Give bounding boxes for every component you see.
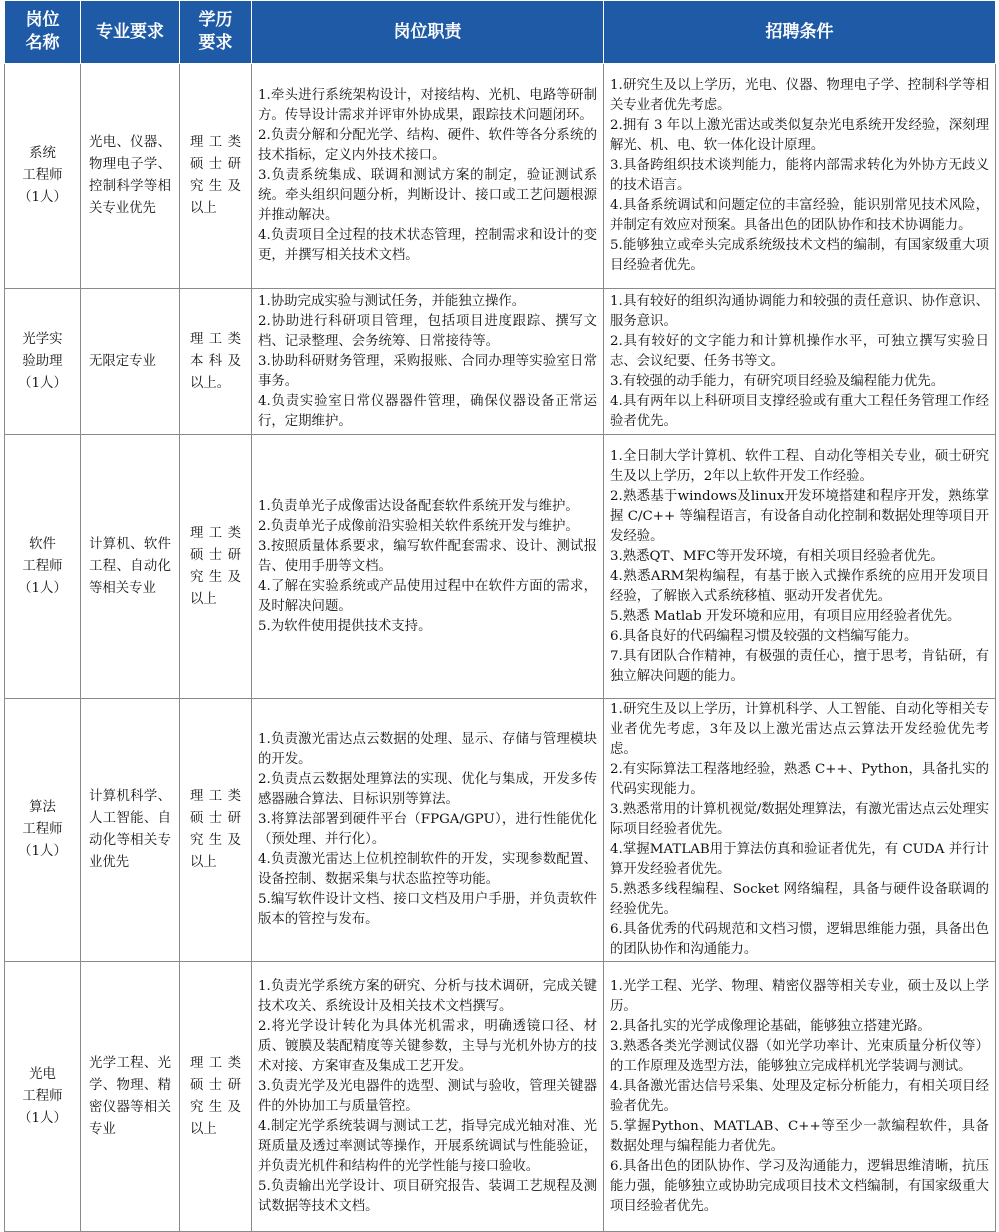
duty-item: 3.负责系统集成、联调和测试方案的制定，验证测试系统。牵头组织问题分析，判断设计、接口或工艺问题根源并推动解决。 (258, 168, 597, 223)
table-row (5, 435, 996, 699)
header-duties: 岗位职责 (252, 1, 604, 64)
requirement-item: 3.熟悉常用的计算机视觉/数据处理算法，有激光雷达点云处理实际项目经验者优先。 (610, 802, 989, 837)
requirement-item: 3.熟悉各类光学测试仪器（如光学功率计、光束质量分析仪等）的工作原理及选型方法，能够独立完成样机光学装调与测试。 (610, 1038, 989, 1074)
position-name-cell (5, 435, 81, 699)
requirement-item: 1.光学工程、光学、物理、精密仪器等相关专业，硕士及以上学历。 (610, 978, 989, 1014)
position-name-cell (5, 289, 81, 435)
requirement-item: 2.具备扎实的光学成像理论基础，能够独立搭建光路。 (610, 1018, 931, 1034)
requirements-cell (604, 289, 996, 435)
duty-item: 1.负责光学系统方案的研究、分析与技术调研，完成关键技术攻关、系统设计及相关技术文档撰写。 (258, 978, 597, 1014)
requirement-item: 5.熟悉多线程编程、Socket 网络编程，具备与硬件设备联调的经验优先。 (610, 882, 989, 917)
duties-cell (252, 289, 604, 435)
requirement-item: 1.研究生及以上学历，光电、仪器、物理电子学、控制科学等相关专业者优先考虑。 (610, 78, 989, 113)
major-cell: 无限定专业 (81, 289, 180, 435)
duties-cell (252, 435, 604, 699)
position-name-line: 软件 (29, 536, 56, 552)
position-name-line: 系统 (29, 146, 56, 161)
position-name-line: （1人） (18, 580, 67, 596)
requirement-item: 4.具备激光雷达信号采集、处理及定标分析能力，有相关项目经验者优先。 (610, 1078, 989, 1114)
header-position-name-line: 名称 (25, 33, 60, 53)
duty-item: 5.为软件使用提供技术支持。 (258, 618, 432, 634)
position-name-line: （1人） (18, 375, 67, 391)
duty-item: 1.负责激光雷达点云数据的处理、显示、存储与管理模块的开发。 (258, 732, 597, 767)
duty-item: 3.负责光学及光电器件的选型、测试与验收，管理关键器件的外协加工与质量管控。 (258, 1078, 597, 1114)
header-education (180, 1, 252, 64)
position-name-line: 算法 (29, 800, 56, 815)
education-cell: 理工类本科及以上。 (180, 289, 252, 435)
duty-item: 5.编写软件设计文档、接口文档及用户手册，并负责软件版本的管控与发布。 (258, 892, 597, 927)
requirement-item: 3.熟悉QT、MFC等开发环境，有相关项目经验者优先。 (610, 548, 944, 564)
requirement-item: 1.全日制大学计算机、软件工程、自动化等相关专业，硕士研究生及以上学历，2年以上软件开发工作经验。 (610, 448, 989, 484)
requirement-item: 4.掌握MATLAB用于算法仿真和验证者优先，有 CUDA 并行计算开发经验者优先。 (610, 842, 989, 877)
header-education-line: 要求 (198, 33, 233, 53)
duty-item: 1.协助完成实验与测试任务，并能独立操作。 (258, 293, 526, 309)
header-education-line: 学历 (198, 10, 233, 30)
requirement-item: 6.具备良好的代码编程习惯及较强的文档编写能力。 (610, 628, 918, 644)
requirements-cell (604, 962, 996, 1232)
requirement-item: 1.研究生及以上学历，计算机科学、人工智能、自动化等相关专业者优先考虑，3年及以上激光雷达点云算法开发经验优先考虑。 (610, 702, 989, 757)
requirement-item: 4.具备系统调试和问题定位的丰富经验，能识别常见技术风险，并制定有效应对预案。具备出色的团队协作和技术协调能力。 (610, 198, 989, 233)
requirement-item: 2.有实际算法工程落地经验，熟悉 C++、Python，具备扎实的代码实现能力。 (610, 762, 989, 797)
duty-item: 2.将光学设计转化为具体光机需求，明确透镜口径、材质、镀膜及装配精度等关键参数，主导与光机外协方的技术对接、方案审查及集成工艺开发。 (258, 1018, 597, 1074)
duty-item: 1.牵头进行系统架构设计，对接结构、光机、电路等研制方。传导设计需求并评审外协成果，跟踪技术问题闭环。 (258, 88, 597, 123)
recruitment-table (4, 0, 996, 1232)
position-name-line: （1人） (18, 844, 67, 859)
duty-item: 2.负责分解和分配光学、结构、硬件、软件等各分系统的技术指标，定义内外技术接口。 (258, 128, 597, 163)
duty-item: 4.负责项目全过程的技术状态管理，控制需求和设计的变更，并撰写相关技术文档。 (258, 228, 597, 263)
education-cell: 理工类硕士研究生及以上 (180, 64, 252, 289)
requirement-item: 6.具备出色的团队协作、学习及沟通能力，逻辑思维清晰，抗压能力强，能够独立或协助完成项目技术文档编制，有国家级重大项目经验者优先。 (610, 1158, 989, 1214)
requirement-item: 2.拥有 3 年以上激光雷达或类似复杂光电系统开发经验，深刻理解光、机、电、软一体化设计原理。 (610, 118, 989, 153)
table-row (5, 699, 996, 962)
duty-item: 2.负责单光子成像前沿实验相关软件系统开发与维护。 (258, 518, 579, 534)
duty-item: 4.了解在实验系统或产品使用过程中在软件方面的需求，及时解决问题。 (258, 578, 597, 614)
major-cell: 计算机科学、人工智能、自动化等相关专业优先 (81, 699, 180, 962)
position-name-cell (5, 962, 81, 1232)
duty-item: 2.负责点云数据处理算法的实现、优化与集成，开发多传感器融合算法、目标识别等算法。 (258, 772, 597, 807)
requirement-item: 5.能够独立或牵头完成系统级技术文档的编制，有国家级重大项目经验者优先。 (610, 238, 989, 273)
duties-cell (252, 699, 604, 962)
position-name-line: 光电 (29, 1066, 56, 1082)
duty-item: 3.按照质量体系要求，编写软件配套需求、设计、测试报告、使用手册等文档。 (258, 538, 597, 574)
position-name-line: （1人） (18, 190, 67, 205)
requirements-cell (604, 64, 996, 289)
requirement-item: 2.熟悉基于windows及linux开发环境搭建和程序开发，熟练掌握 C/C++ 等编程语言，有设备自动化控制和数据处理等项目开发经验。 (610, 488, 989, 544)
header-requirements: 招聘条件 (604, 1, 996, 64)
major-cell: 计算机、软件工程、自动化等相关专业 (81, 435, 180, 699)
table-row (5, 64, 996, 289)
requirement-item: 4.熟悉ARM架构编程，有基于嵌入式操作系统的应用开发项目经验，了解嵌入式系统移植、驱动开发者优先。 (610, 568, 989, 604)
duties-cell (252, 962, 604, 1232)
table-header-row (5, 1, 996, 64)
major-cell: 光电、仪器、物理电子学、控制科学等相关专业优先 (81, 64, 180, 289)
education-cell: 理工类硕士研究生及以上 (180, 962, 252, 1232)
duty-item: 1.负责单光子成像雷达设备配套软件系统开发与维护。 (258, 498, 579, 514)
duty-item: 3.协助科研财务管理，采购报账、合同办理等实验室日常事务。 (258, 353, 597, 389)
duty-item: 2.协助进行科研项目管理，包括项目进度跟踪、撰写文档、记录整理、会务统筹、日常接待等。 (258, 313, 597, 349)
requirement-item: 5.熟悉 Matlab 开发环境和应用，有项目应用经验者优先。 (610, 608, 961, 624)
duty-item: 3.将算法部署到硬件平台（FPGA/GPU），进行性能优化（预处理、并行化）。 (258, 812, 597, 847)
position-name-line: （1人） (18, 1110, 67, 1126)
table-row (5, 962, 996, 1232)
requirement-item: 5.掌握Python、MATLAB、C++等至少一款编程软件，具备数据处理与编程能力者优先。 (610, 1118, 989, 1154)
header-major: 专业要求 (81, 1, 180, 64)
position-name-cell (5, 64, 81, 289)
requirement-item: 7.具有团队合作精神，有极强的责任心，擅于思考，肯钻研，有独立解决问题的能力。 (610, 648, 989, 684)
major-cell: 光学工程、光学、物理、精密仪器等相关专业 (81, 962, 180, 1232)
position-name-cell (5, 699, 81, 962)
position-name-line: 工程师 (22, 1088, 63, 1104)
requirement-item: 4.具有两年以上科研项目支撑经验或有重大工程任务管理工作经验者优先。 (610, 393, 989, 429)
duty-item: 4.制定光学系统装调与测试工艺，指导完成光轴对准、光斑质量及透过率测试等操作，开展系统调试与性能验证，并负责光机件和结构件的光学性能与接口验收。 (258, 1118, 597, 1174)
requirements-cell (604, 435, 996, 699)
header-position-name-line: 岗位 (25, 10, 60, 30)
requirement-item: 6.具备优秀的代码规范和文档习惯，逻辑思维能力强，具备出色的团队协作和沟通能力。 (610, 922, 989, 957)
position-name-line: 工程师 (22, 558, 63, 574)
duty-item: 5.负责输出光学设计、项目研究报告、装调工艺规程及测试数据等技术文档。 (258, 1178, 597, 1214)
requirement-item: 1.具有较好的组织沟通协调能力和较强的责任意识、协作意识、服务意识。 (610, 293, 989, 329)
position-name-line: 验助理 (22, 353, 63, 369)
position-name-line: 工程师 (22, 168, 63, 183)
position-name-line: 光学实 (22, 331, 63, 347)
requirements-cell (604, 699, 996, 962)
requirement-item: 3.具备跨组织技术谈判能力，能将内部需求转化为外协方无歧义的技术语言。 (610, 158, 989, 193)
table-row (5, 289, 996, 435)
education-cell: 理工类硕士研究生及以上 (180, 435, 252, 699)
education-cell: 理工类硕士研究生及以上 (180, 699, 252, 962)
requirement-item: 3.有较强的动手能力，有研究项目经验及编程能力优先。 (610, 373, 945, 389)
requirement-item: 2.具有较好的文字能力和计算机操作水平，可独立撰写实验日志、会议纪要、任务书等文。 (610, 333, 989, 369)
duties-cell (252, 64, 604, 289)
duty-item: 4.负责实验室日常仪器器件管理，确保仪器设备正常运行，定期维护。 (258, 393, 597, 429)
header-position-name (5, 1, 81, 64)
position-name-line: 工程师 (22, 822, 63, 837)
duty-item: 4.负责激光雷达上位机控制软件的开发，实现参数配置、设备控制、数据采集与状态监控等功能。 (258, 852, 597, 887)
